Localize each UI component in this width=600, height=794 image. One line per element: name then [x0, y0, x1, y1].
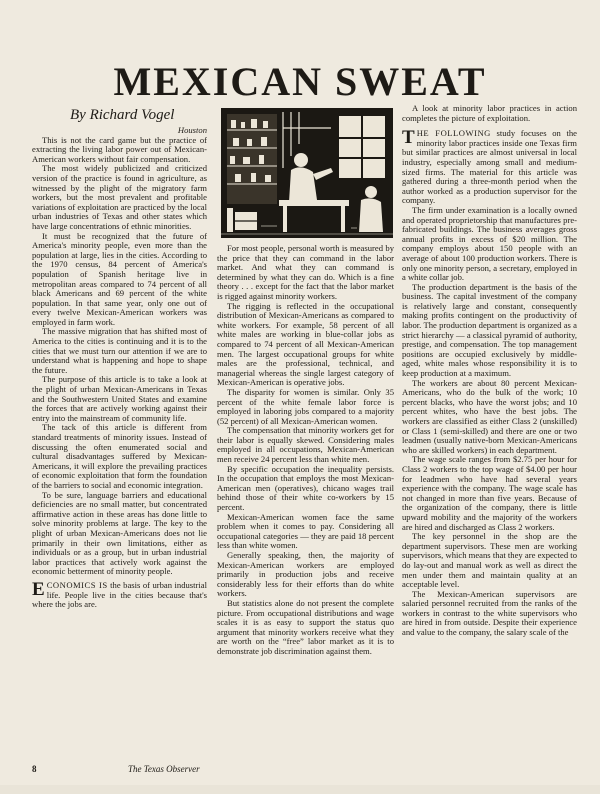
paragraph: The production department is the basis of the business. The capital investment of the company is relatively large and constant, consequently making profits contingent on the productivity of labor. The production department is organized as a strict hierarchy — a classical pyramid of authority, prestige, and compensation. The top management positions are occupied exclusively by middle-aged, white males whose responsibility it is to keep production at a maximum.	[402, 281, 577, 379]
drop-cap: E	[32, 578, 45, 600]
paragraph: But statistics alone do not present the complete picture. From occupational distributions and wage scales it is as easy to support the status quo argument that minority workers receive what they are worth on the “free” labor market as it is to demonstrate job discrimination against them.	[217, 597, 394, 656]
paragraph: The wage scale ranges from $2.75 per hour for Class 2 workers to the top wage of $4.00 per hour for leadmen who have had several years experience with the company. The wage scale has not changed in more than five years. Because of the organization of the company, there is little upward mobility and the majority of the workers are hired and discharged as Class 2 workers.	[402, 454, 577, 532]
paragraph: The massive migration that has shifted most of America to the cities is continuing and it is to the cities that we must turn our attention if we are to understand what is happening and hope to shape the future.	[32, 326, 207, 375]
paragraph: The compensation that minority workers get for their labor is equally skewed. Considering males employed in all occupations, Mexican-American men receive 24 percent less than white men.	[217, 425, 394, 465]
paragraph: The most widely publicized and criticized version of the practice is found in agriculture, as witnessed by the plight of the migratory farm workers, but the most prevalent and profitable variations of exploitation are practiced by the local urban industries of Texas and other states which have large concentrations of ethnic minorities.	[32, 163, 207, 231]
publication-name: The Texas Observer	[128, 764, 200, 774]
article-column-3	[402, 104, 577, 794]
drop-cap: T	[402, 127, 415, 149]
article-byline: By Richard Vogel	[70, 107, 175, 123]
paragraph: This is not the card game but the practice of extracting the living labor power out of Mexican-American workers without fair compensation.	[32, 134, 207, 164]
paragraph: The key personnel in the shop are the department supervisors. These men are working supervisors, which means that they are expected to do lay-out and manual work as well as direct the men under them and maintain quality at an acceptable level.	[402, 531, 577, 590]
article-column-2	[217, 244, 394, 794]
paragraph: Generally speaking, then, the majority of Mexican-American workers are employed primarily in production jobs and receive considerably less for their efforts than do white workers.	[217, 550, 394, 599]
workbench	[279, 200, 349, 206]
paragraph: The rigging is reflected in the occupational distribution of Mexican-Americans as compared to white workers. For example, 58 percent of all white males are working in blue-collar jobs as compared to 74 percent of all Mexican-American men. The largest occupational groups for white males are the professional, technical, and managerial whereas the single largest category of Mexican-American is operative jobs.	[217, 300, 394, 388]
article-column-1	[32, 126, 207, 794]
paragraph: The firm under examination is a locally owned and operated proprietorship that manufactures pre-fabricated buildings. The business averages gross annual profits in excess of $20 million. The company employs about 150 people with an average of about 100 production workers. There is only one minority person, a secretary, employed in a white collar job.	[402, 204, 577, 283]
worker-body	[289, 167, 317, 202]
paragraph: The workers are about 80 percent Mexican-Americans, who do the bulk of the work; 10 percent blacks, who have the worst jobs; and 10 percent whites, who have the best jobs. The workers are classified as either Class 2 (unskilled) or Class 1 (semi-skilled) and there are one or two leadmen (usually native-born Mexican-Americans who are skilled workers) in each department.	[402, 377, 577, 455]
lead-text: study focuses on the minority labor practices inside one Texas firm but similar practices are almost universal in local industry, especially among small and medium-sized firms. The material for this article was gathered during a three-month period when the author worked as a production supervisor for the company.	[402, 128, 577, 206]
lead-text: the basis of urban industrial life. People live in the cities because that's where the jobs are.	[32, 579, 207, 610]
section-lead-paragraph	[402, 129, 577, 206]
illustration-svg	[221, 108, 393, 238]
paragraph: It must be recognized that the future of America's minority people, even more than the population at large, lies in the cities. According to the 1970 census, 84 percent of America's population of Spanish heritage live in metropolitan areas compared to 74 percent of all black Americans and 69 percent of the white population. In that same year, only one out of every twelve Mexican-American workers was employed in farm work.	[32, 230, 207, 327]
lead-in: HE FOLLOWING	[416, 128, 491, 139]
paragraph: Mexican-American women face the same problem when it comes to pay. Considering all occupational categories — they are paid 18 percent less than white women.	[217, 511, 394, 551]
paragraph: To be sure, language barriers and educational deficiencies are no small matter, but concentrated affirmative action in these areas has done little to solve minority problems at large. The key to the plight of urban Mexican-Americans does not lie primarily in their own limitations, either as individuals or as a group, but in urban industrial labor practices that actively work against the economic betterment of minority people.	[32, 489, 207, 577]
article-title: MEXICAN SWEAT	[113, 59, 487, 104]
section-lead-paragraph	[32, 578, 207, 610]
paragraph: The tack of this article is different from standard treatments of minority issues. Instead of discussing the often enumerated social and cultural disadvantages suffered by Mexican-Americans, it will explore the prevailing practices of economic exploitation that form the foundation of the barriers to social and economic integration.	[32, 422, 207, 490]
paragraph: The disparity for women is similar. Only 35 percent of the white female labor force is employed in laboring jobs compared to a majority (52 percent) of all Mexican-American women.	[217, 386, 394, 426]
paragraph: For most people, personal worth is measured by the price that they can command in the labor market. And what they can command is determined by what they can do. Which is a fine theory . . . except for the fact that the labor market is rigged against minority workers.	[217, 244, 394, 301]
lead-in: CONOMICS IS	[46, 579, 108, 590]
paragraph: A look at minority labor practices in action completes the picture of exploitation.	[402, 104, 577, 123]
worker-head	[294, 153, 308, 167]
paragraph: The Mexican-American supervisors are salaried personnel recruited from the ranks of the workers in contrast to the white supervisors who are hired in from outside. Despite their experience and value to the company, the salary scale of the	[402, 588, 577, 638]
page-number: 8	[32, 764, 37, 774]
workshop-woodcut-icon	[221, 108, 393, 238]
dateline: Houston	[177, 126, 207, 135]
paragraph: By specific occupation the inequality persists. In the occupation that employs the most Mexican-American men (operatives), chicano wages trail behind those of their white co-workers by 15 percent.	[217, 463, 394, 513]
paragraph: The purpose of this article is to take a look at the plight of urban Mexican-Americans in Texas and the Southwestern United States and examine the forces that are actively working against their entry into the mainstream of community life.	[32, 374, 207, 423]
